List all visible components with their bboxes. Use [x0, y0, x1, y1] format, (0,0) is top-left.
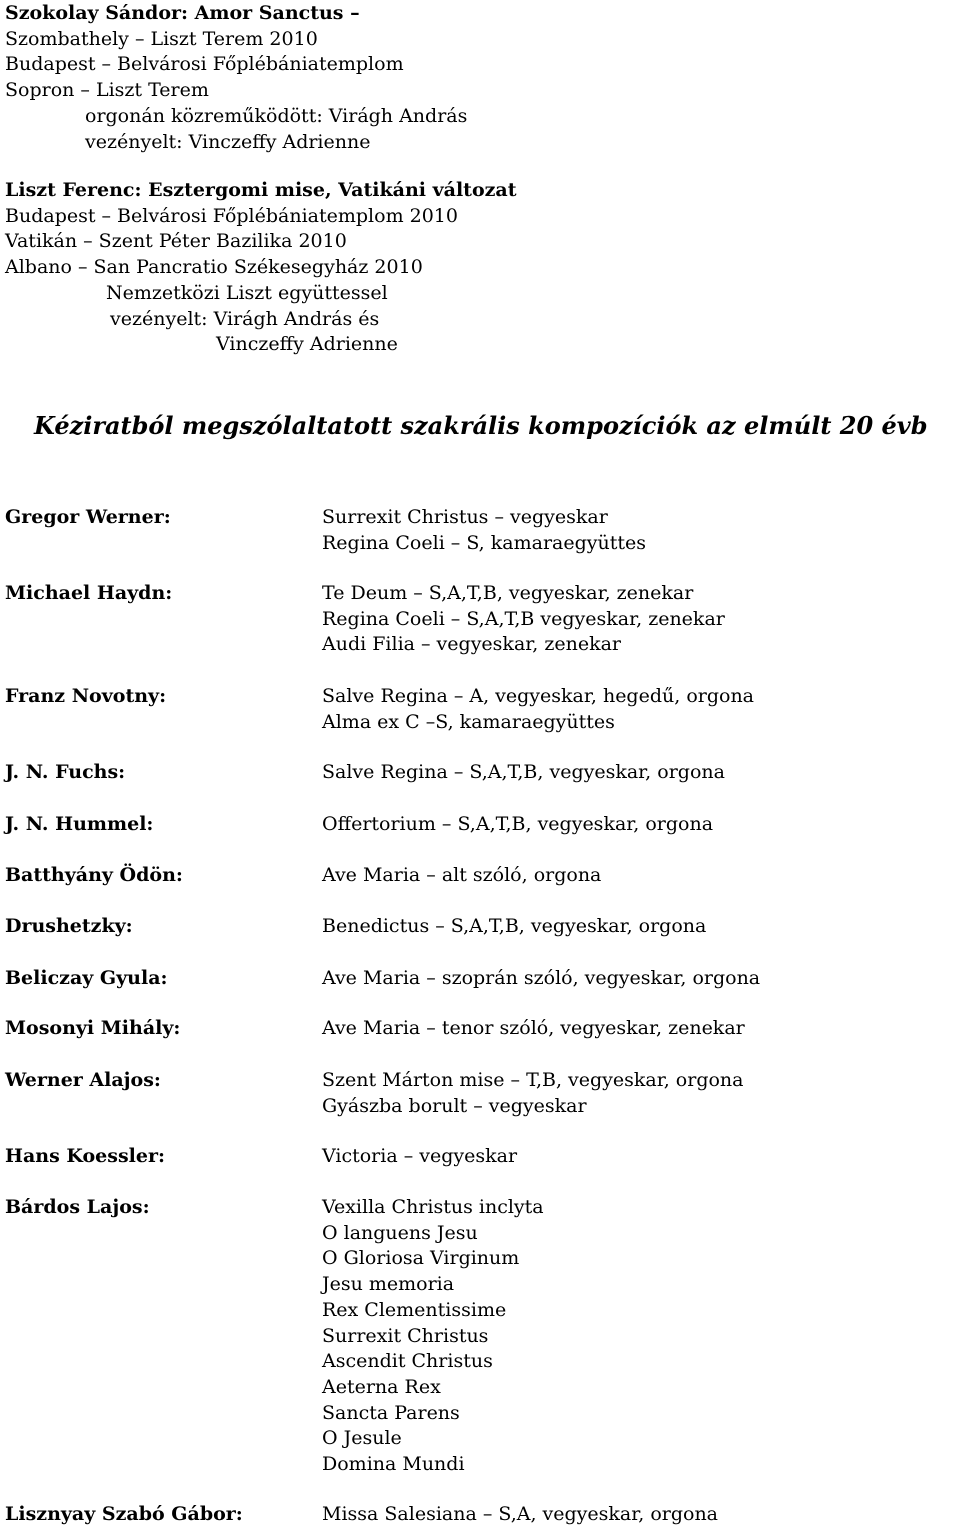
- venue-line: Budapest – Belvárosi Főplébániatemplom 2010: [5, 204, 458, 227]
- venue-line: Budapest – Belvárosi Főplébániatemplom: [5, 53, 404, 76]
- composer-name: Hans Koessler:: [5, 1145, 165, 1167]
- section-liszt: [5, 178, 517, 358]
- work-item: Domina Mundi: [322, 1453, 465, 1476]
- work-item: Sancta Parens: [322, 1401, 460, 1424]
- section-szokolay: [5, 1, 467, 155]
- works-list: [322, 1502, 718, 1528]
- venue-line: Szombathely – Liszt Terem 2010: [5, 27, 318, 50]
- section-heading: Kéziratból megszólaltatott szakrális kompozíciók az elmúlt 20 évb: [34, 411, 928, 440]
- composer-name: Lisznyay Szabó Gábor:: [5, 1503, 243, 1525]
- composer-name: Mosonyi Mihály:: [5, 1017, 181, 1039]
- composer-name: Franz Novotny:: [5, 685, 167, 707]
- works-list: [322, 1016, 745, 1042]
- composer-name: Drushetzky:: [5, 915, 133, 937]
- work-item: Alma ex C –S, kamaraegyüttes: [322, 710, 615, 733]
- work-item: Ave Maria – tenor szóló, vegyeskar, zenekar: [322, 1017, 745, 1039]
- credit-line: orgonán közreműködött: Virágh András: [85, 104, 468, 127]
- works-list: [322, 1144, 517, 1170]
- venue-line: Vatikán – Szent Péter Bazilika 2010: [5, 230, 347, 253]
- work-item: Victoria – vegyeskar: [322, 1145, 518, 1167]
- work-item: Rex Clementissime: [322, 1298, 507, 1321]
- works-list: [322, 581, 725, 658]
- work-item: Ave Maria – alt szóló, orgona: [322, 864, 602, 886]
- composer-name: Beliczay Gyula:: [5, 967, 168, 989]
- work-item: Regina Coeli – S,A,T,B vegyeskar, zenekar: [322, 607, 725, 630]
- works-list: [322, 812, 713, 838]
- credit-line: Vinczeffy Adrienne: [216, 333, 398, 356]
- work-item: Te Deum – S,A,T,B, vegyeskar, zenekar: [322, 582, 694, 604]
- section-title: Liszt Ferenc: Esztergomi mise, Vatikáni változat: [5, 179, 517, 201]
- credit-line: Nemzetközi Liszt együttessel: [106, 281, 388, 304]
- work-item: Benedictus – S,A,T,B, vegyeskar, orgona: [322, 915, 707, 937]
- work-item: Szent Márton mise – T,B, vegyeskar, orgona: [322, 1069, 744, 1091]
- work-item: Gyászba borult – vegyeskar: [322, 1094, 587, 1117]
- composer-name: Bárdos Lajos:: [5, 1196, 150, 1218]
- venue-line: Albano – San Pancratio Székesegyház 2010: [5, 256, 423, 279]
- section-title: Szokolay Sándor: Amor Sanctus –: [5, 2, 360, 24]
- work-item: Missa Salesiana – S,A, vegyeskar, orgona: [322, 1503, 719, 1525]
- work-item: Surrexit Christus – vegyeskar: [322, 506, 608, 528]
- works-list: [322, 1195, 544, 1478]
- work-item: Ave Maria – szoprán szóló, vegyeskar, orgona: [322, 967, 761, 989]
- venue-line: Sopron – Liszt Terem: [5, 79, 209, 102]
- composer-name: Batthyány Ödön:: [5, 864, 183, 886]
- works-list: [322, 760, 725, 786]
- works-list: [322, 505, 646, 556]
- work-item: Regina Coeli – S, kamaraegyüttes: [322, 531, 647, 554]
- works-list: [322, 863, 601, 889]
- work-item: O Gloriosa Virginum: [322, 1247, 520, 1270]
- work-item: Jesu memoria: [322, 1273, 455, 1296]
- work-item: O languens Jesu: [322, 1221, 478, 1244]
- work-item: Vexilla Christus inclyta: [322, 1196, 544, 1218]
- composer-name: Werner Alajos:: [5, 1069, 161, 1091]
- work-item: O Jesule: [322, 1427, 402, 1450]
- composer-name: J. N. Fuchs:: [5, 761, 126, 783]
- works-list: [322, 914, 706, 940]
- work-item: Offertorium – S,A,T,B, vegyeskar, orgona: [322, 813, 714, 835]
- works-list: [322, 684, 754, 735]
- credit-line: vezényelt: Vinczeffy Adrienne: [85, 130, 371, 153]
- work-item: Aeterna Rex: [322, 1375, 441, 1398]
- work-item: Salve Regina – A, vegyeskar, hegedű, orgona: [322, 685, 755, 707]
- works-list: [322, 1068, 744, 1119]
- work-item: Audi Filia – vegyeskar, zenekar: [322, 633, 621, 656]
- work-item: Surrexit Christus: [322, 1324, 489, 1347]
- composer-name: Gregor Werner:: [5, 506, 171, 528]
- composer-name: Michael Haydn:: [5, 582, 173, 604]
- credit-line: vezényelt: Virágh András és: [110, 307, 380, 330]
- composer-name: J. N. Hummel:: [5, 813, 154, 835]
- works-list: [322, 966, 760, 992]
- work-item: Ascendit Christus: [322, 1350, 493, 1373]
- work-item: Salve Regina – S,A,T,B, vegyeskar, orgona: [322, 761, 725, 783]
